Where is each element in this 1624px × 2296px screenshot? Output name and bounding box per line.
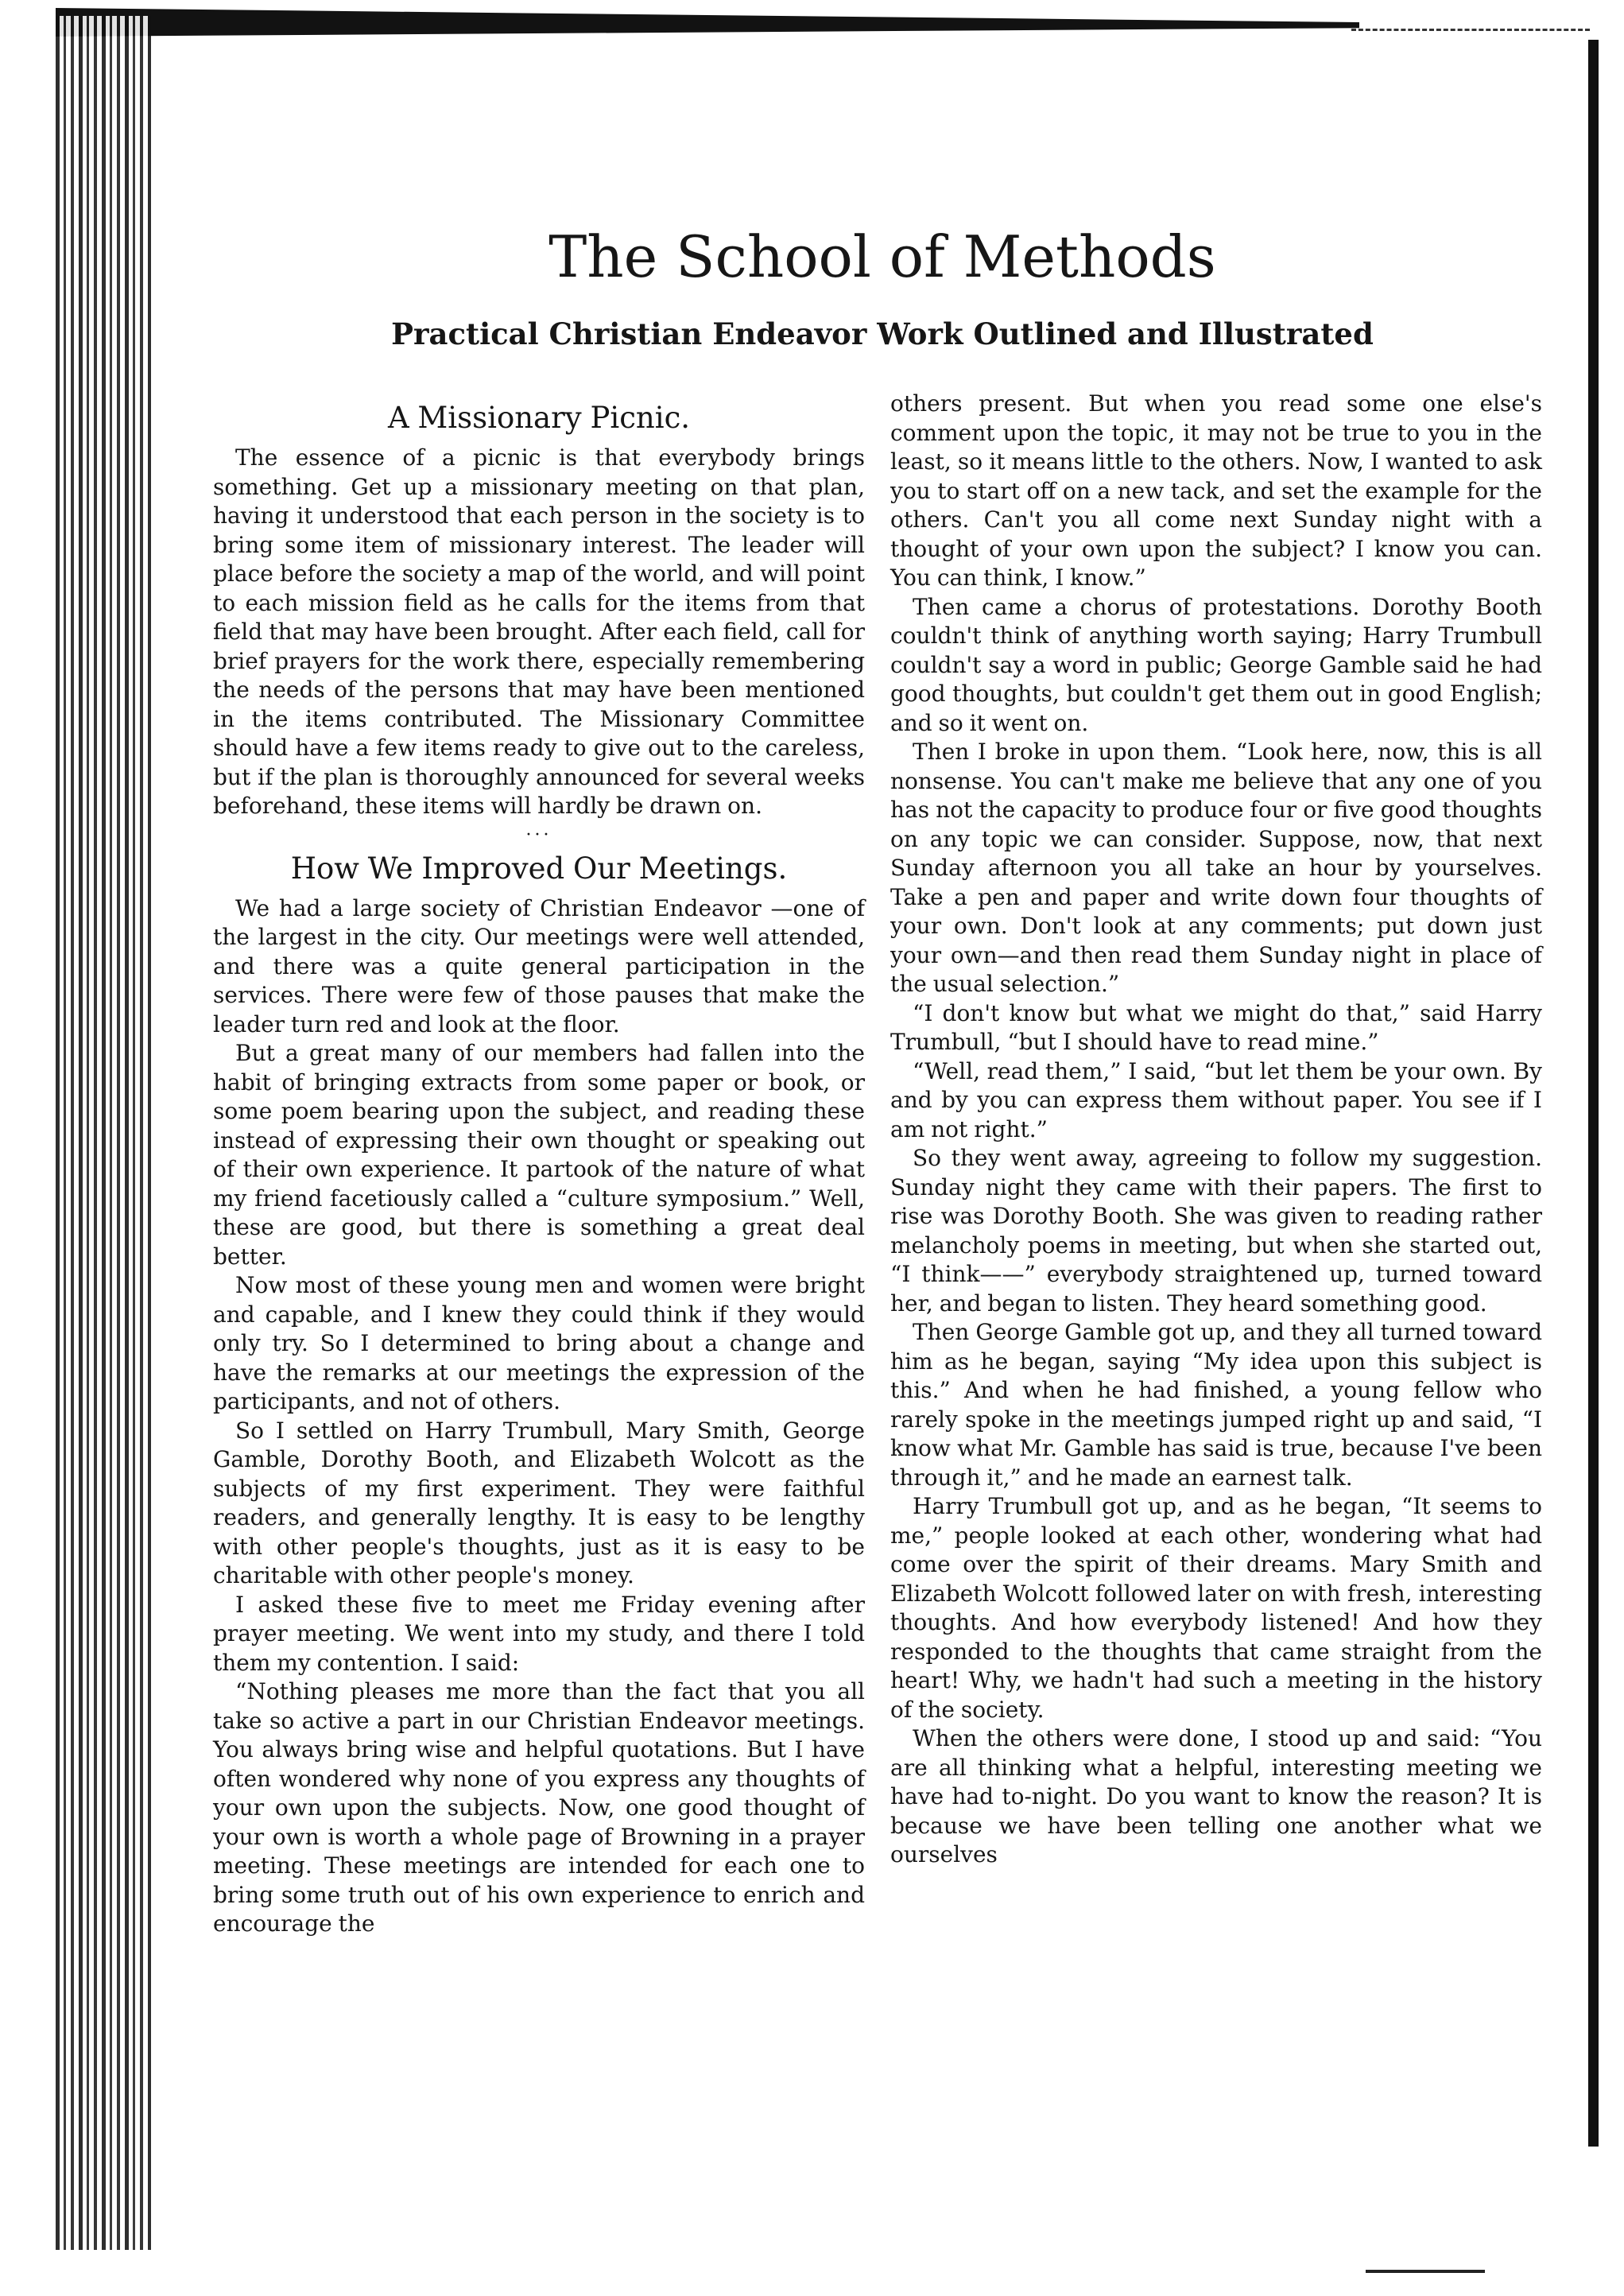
paragraph: We had a large society of Christian Endeavor —one of the largest in the city. Our meetings were well attended, and there was a quite general participation in the services. There were few of those pauses that make the leader turn red and look at the floor. — [213, 894, 865, 1037]
section-heading-missionary-picnic: A Missionary Picnic. — [387, 401, 691, 435]
page-subtitle: Practical Christian Endeavor Work Outlined and Illustrated — [391, 316, 1374, 351]
paragraph: Harry Trumbull got up, and as he began, “It seems to me,” people looked at each other, wondering what had come over the spirit of their dreams. Mary Smith and Elizabeth Wolcott followed later on with fresh, interesting thoughts. And how everybody listened! And how they responded to the thoughts that came straight from the heart! Why, we hadn't had such a meeting in the history of the society. — [890, 1493, 1542, 1723]
section-heading-improved-meetings: How We Improved Our Meetings. — [290, 851, 788, 886]
paragraph: Then came a chorus of protestations. Dorothy Booth couldn't think of anything worth saying; Harry Trumbull couldn't say a word in public; George Gamble said he had good thoughts, but couldn't get them out in good English; and so it went on. — [890, 593, 1542, 736]
left-column — [213, 390, 865, 1939]
scan-top-bar — [56, 8, 1359, 37]
paragraph: others present. But when you read some one else's comment upon the topic, it may not be true to you in the least, so it means little to the others. Now, I wanted to ask you to start off on a new tack, and set the example for the others. Can't you all come next Sunday night with a thought of your own upon the subject? I know you can. You can think, I know.” — [890, 390, 1542, 591]
paragraph: But a great many of our members had fallen into the habit of bringing extracts from some paper or book, or some poem bearing upon the subject, and reading these instead of expressing their own thought or speaking out of their own experience. It partook of the nature of what my friend facetiously called a “culture symposium.” Well, these are good, but there is something a great deal better. — [213, 1040, 865, 1270]
paragraph: The essence of a picnic is that everybody brings something. Get up a missionary meeting on that plan, having it understood that each person in the society is to bring some item of missionary interest. The leader will place before the society a map of the world, and will point to each mission field as he calls for the items from that field that may have been brought. After each field, call for brief prayers for the work there, especially remembering the needs of the persons that may have been mentioned in the items contributed. The Missionary Committee should have a few items ready to give out to the careless, but if the plan is thoroughly announced for several weeks beforehand, these items will hardly be drawn on. — [213, 444, 865, 819]
paragraph: Then George Gamble got up, and they all turned toward him as he began, saying “My idea upon this subject is this.” And when he had finished, a young fellow who rarely spoke in the meetings jumped right up and said, “I know what Mr. Gamble has said is true, because I've been through it,” and he made an earnest talk. — [890, 1319, 1542, 1491]
paragraph: So they went away, agreeing to follow my suggestion. Sunday night they came with their papers. The first to rise was Dorothy Booth. She was given to reading rather melancholy poems in meeting, but when she started out, “I think——” everybody straightened up, turned toward her, and began to listen. They heard something good. — [890, 1145, 1542, 1317]
scan-right-rule — [1588, 40, 1599, 2147]
paragraph: When the others were done, I stood up and said: “You are all thinking what a helpful, interesting meeting we have had to-night. Do you want to know the reason? It is because we have been telling one another what we ourselves — [890, 1725, 1542, 1867]
paragraph: I asked these five to meet me Friday evening after prayer meeting. We went into my study, and there I told them my contention. I said: — [213, 1591, 865, 1676]
scan-bottom-rule — [1366, 2270, 1485, 2273]
scan-binding-edge — [56, 16, 151, 2250]
right-column — [890, 390, 1542, 1870]
paragraph: So I settled on Harry Trumbull, Mary Smith, George Gamble, Dorothy Booth, and Elizabeth Wolcott as the subjects of my first experiment. They were faithful readers, and generally lengthy. It is easy to be lengthy with other people's thoughts, just as it is easy to be charitable with other people's money. — [213, 1417, 865, 1588]
paragraph: Now most of these young men and women were bright and capable, and I knew they could think if they would only try. So I determined to bring about a change and have the remarks at our meetings the expression of the participants, and not of others. — [213, 1272, 865, 1414]
paragraph: “I don't know but what we might do that,” said Harry Trumbull, “but I should have to read mine.” — [890, 999, 1542, 1055]
paragraph: “Well, read them,” I said, “but let them be your own. By and by you can express them without paper. You see if I am not right.” — [890, 1057, 1542, 1142]
page-title: The School of Methods — [548, 223, 1216, 290]
paragraph: Then I broke in upon them. “Look here, now, this is all nonsense. You can't make me believe that any one of you has not the capacity to produce four or five good thoughts on any topic we can consider. Suppose, now, that next Sunday afternoon you all take an hour by yourselves. Take a pen and paper and write down four thoughts of your own. Don't look at any comments; put down just your own—and then read them Sunday night in place of the usual selection.” — [890, 739, 1542, 997]
ornament-divider: ··· — [525, 824, 552, 845]
paragraph: “Nothing pleases me more than the fact that you all take so active a part in our Christian Endeavor meetings. You always bring wise and helpful quotations. But I have often wondered why none of you express any thoughts of your own upon the subjects. Now, one good thought of your own is worth a whole page of Browning in a prayer meeting. These meetings are intended for each one to bring some truth out of his own experience to enrich and encourage the — [213, 1678, 865, 1937]
scan-top-bar-tail — [1351, 29, 1590, 34]
